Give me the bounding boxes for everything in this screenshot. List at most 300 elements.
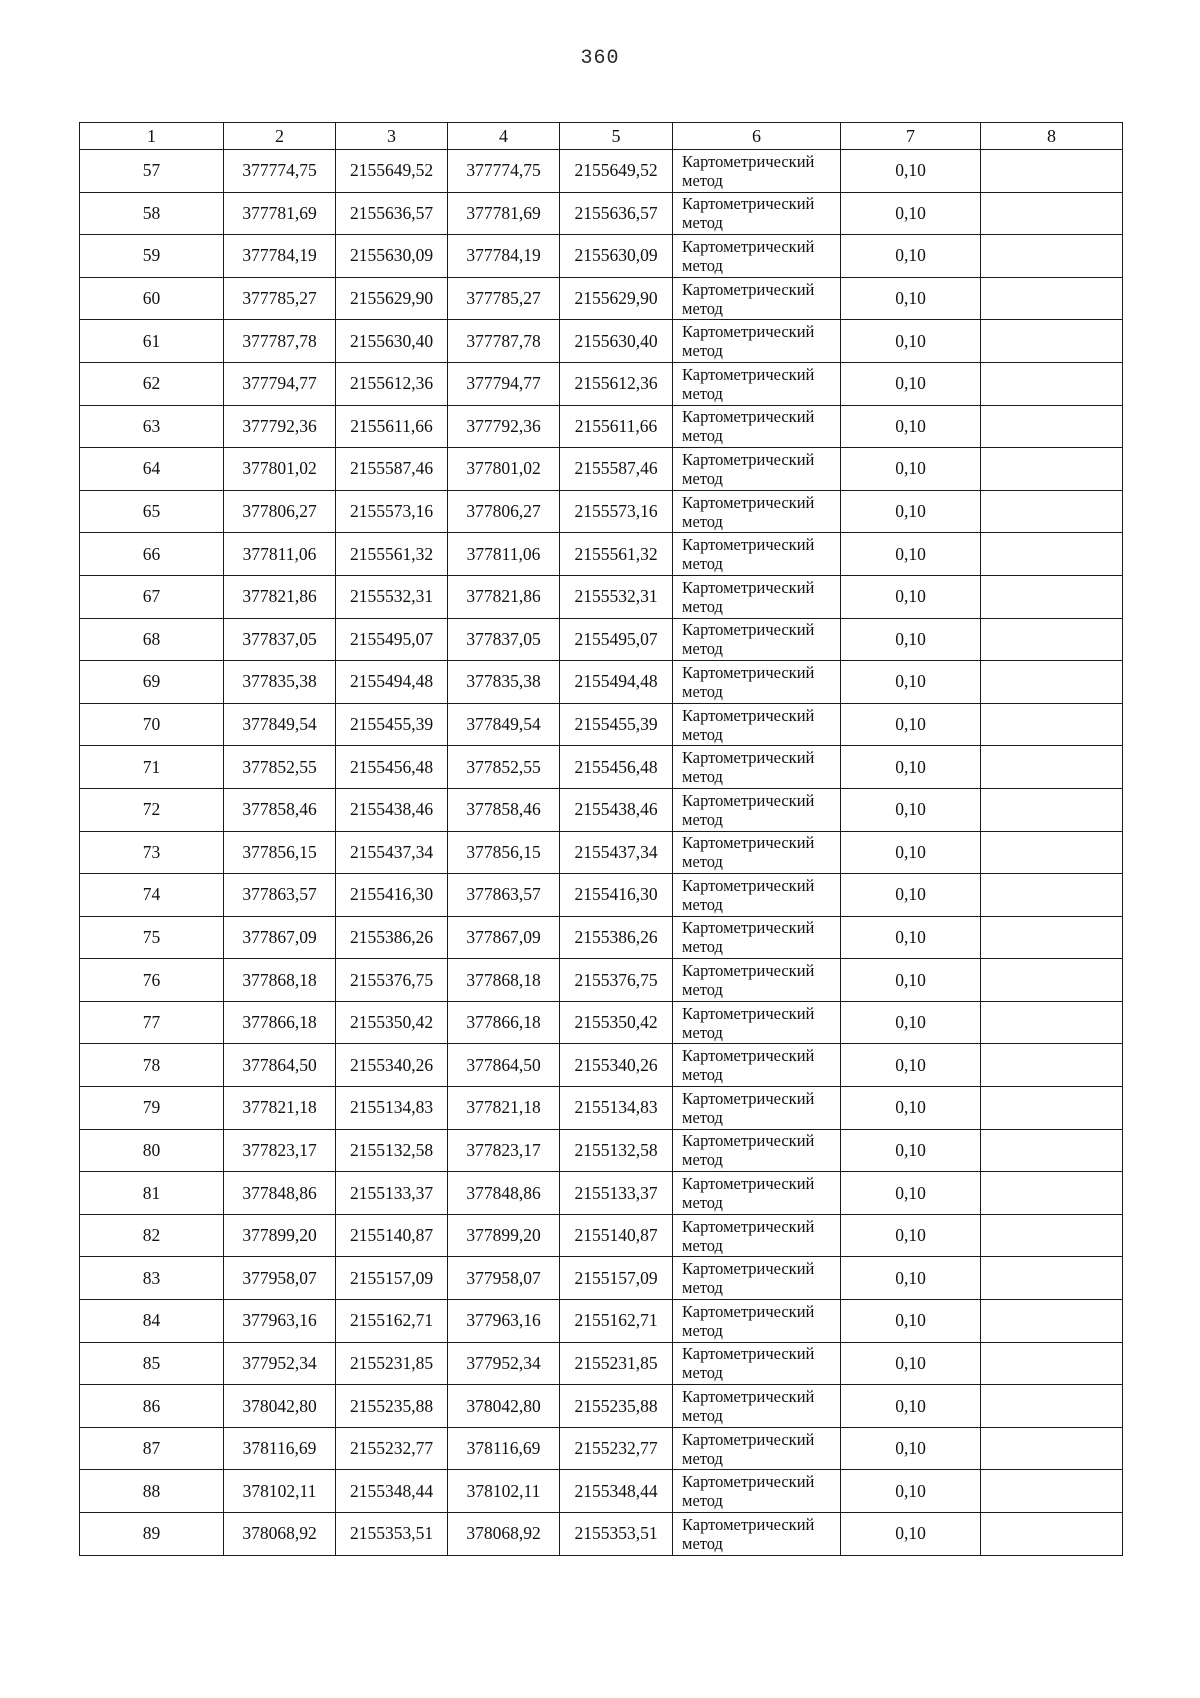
cell-col-4: 377863,57 (448, 874, 560, 917)
cell-col-1: 62 (80, 362, 224, 405)
cell-col-8 (981, 1172, 1123, 1215)
cell-col-6: Картометрический метод (673, 448, 841, 491)
cell-col-6: Картометрический метод (673, 1257, 841, 1300)
cell-col-2: 377852,55 (224, 746, 336, 789)
cell-col-7: 0,10 (841, 661, 981, 704)
cell-col-2: 377963,16 (224, 1300, 336, 1343)
cell-col-5: 2155561,32 (560, 533, 673, 576)
table-row (80, 874, 1123, 917)
cell-col-4: 377806,27 (448, 490, 560, 533)
cell-col-4: 377849,54 (448, 703, 560, 746)
cell-col-2: 377774,75 (224, 150, 336, 193)
table-row (80, 788, 1123, 831)
cell-col-2: 377867,09 (224, 916, 336, 959)
table-body (80, 150, 1123, 1556)
cell-col-2: 377823,17 (224, 1129, 336, 1172)
cell-col-8 (981, 959, 1123, 1002)
cell-col-6: Картометрический метод (673, 362, 841, 405)
cell-col-7: 0,10 (841, 405, 981, 448)
cell-col-1: 73 (80, 831, 224, 874)
cell-col-5: 2155416,30 (560, 874, 673, 917)
cell-col-1: 69 (80, 661, 224, 704)
cell-col-3: 2155561,32 (336, 533, 448, 576)
cell-col-2: 377794,77 (224, 362, 336, 405)
cell-col-6: Картометрический метод (673, 405, 841, 448)
cell-col-7: 0,10 (841, 575, 981, 618)
cell-col-8 (981, 192, 1123, 235)
cell-col-3: 2155455,39 (336, 703, 448, 746)
cell-col-1: 78 (80, 1044, 224, 1087)
cell-col-7: 0,10 (841, 1342, 981, 1385)
cell-col-3: 2155132,58 (336, 1129, 448, 1172)
cell-col-2: 377849,54 (224, 703, 336, 746)
cell-col-8 (981, 916, 1123, 959)
cell-col-1: 57 (80, 150, 224, 193)
table-row (80, 1342, 1123, 1385)
cell-col-5: 2155587,46 (560, 448, 673, 491)
table-row (80, 405, 1123, 448)
table-header (80, 123, 1123, 150)
cell-col-1: 58 (80, 192, 224, 235)
cell-col-8 (981, 703, 1123, 746)
cell-col-5: 2155157,09 (560, 1257, 673, 1300)
cell-col-5: 2155134,83 (560, 1087, 673, 1130)
cell-col-3: 2155235,88 (336, 1385, 448, 1428)
cell-col-2: 377811,06 (224, 533, 336, 576)
cell-col-4: 377835,38 (448, 661, 560, 704)
cell-col-1: 76 (80, 959, 224, 1002)
cell-col-3: 2155386,26 (336, 916, 448, 959)
cell-col-8 (981, 1087, 1123, 1130)
cell-col-4: 378068,92 (448, 1513, 560, 1556)
cell-col-4: 377837,05 (448, 618, 560, 661)
cell-col-6: Картометрический метод (673, 831, 841, 874)
cell-col-6: Картометрический метод (673, 874, 841, 917)
cell-col-3: 2155494,48 (336, 661, 448, 704)
cell-col-4: 377821,86 (448, 575, 560, 618)
cell-col-5: 2155495,07 (560, 618, 673, 661)
cell-col-8 (981, 1513, 1123, 1556)
cell-col-1: 77 (80, 1001, 224, 1044)
cell-col-4: 377963,16 (448, 1300, 560, 1343)
cell-col-6: Картометрический метод (673, 661, 841, 704)
cell-col-6: Картометрический метод (673, 788, 841, 831)
cell-col-1: 71 (80, 746, 224, 789)
cell-col-2: 377821,18 (224, 1087, 336, 1130)
cell-col-7: 0,10 (841, 362, 981, 405)
cell-col-2: 377858,46 (224, 788, 336, 831)
cell-col-3: 2155376,75 (336, 959, 448, 1002)
table-row (80, 916, 1123, 959)
cell-col-5: 2155235,88 (560, 1385, 673, 1428)
cell-col-1: 65 (80, 490, 224, 533)
cell-col-6: Картометрический метод (673, 1087, 841, 1130)
cell-col-3: 2155416,30 (336, 874, 448, 917)
cell-col-3: 2155456,48 (336, 746, 448, 789)
cell-col-7: 0,10 (841, 874, 981, 917)
cell-col-5: 2155231,85 (560, 1342, 673, 1385)
cell-col-2: 377787,78 (224, 320, 336, 363)
table-row (80, 1300, 1123, 1343)
cell-col-4: 378116,69 (448, 1427, 560, 1470)
cell-col-5: 2155629,90 (560, 277, 673, 320)
cell-col-6: Картометрический метод (673, 575, 841, 618)
cell-col-4: 377801,02 (448, 448, 560, 491)
cell-col-8 (981, 448, 1123, 491)
cell-col-4: 377821,18 (448, 1087, 560, 1130)
cell-col-2: 377821,86 (224, 575, 336, 618)
cell-col-7: 0,10 (841, 320, 981, 363)
cell-col-8 (981, 1385, 1123, 1428)
cell-col-8 (981, 277, 1123, 320)
table-row (80, 235, 1123, 278)
cell-col-3: 2155348,44 (336, 1470, 448, 1513)
cell-col-8 (981, 575, 1123, 618)
cell-col-8 (981, 1001, 1123, 1044)
cell-col-4: 377823,17 (448, 1129, 560, 1172)
cell-col-3: 2155532,31 (336, 575, 448, 618)
cell-col-1: 86 (80, 1385, 224, 1428)
header-col-3: 3 (336, 123, 448, 150)
table-row (80, 1172, 1123, 1215)
cell-col-5: 2155611,66 (560, 405, 673, 448)
header-col-6: 6 (673, 123, 841, 150)
header-col-2: 2 (224, 123, 336, 150)
table-row (80, 661, 1123, 704)
cell-col-7: 0,10 (841, 192, 981, 235)
cell-col-1: 79 (80, 1087, 224, 1130)
page-number: 360 (580, 47, 620, 70)
cell-col-3: 2155612,36 (336, 362, 448, 405)
cell-col-4: 377787,78 (448, 320, 560, 363)
table-row (80, 1427, 1123, 1470)
cell-col-4: 377899,20 (448, 1214, 560, 1257)
table-row (80, 1001, 1123, 1044)
cell-col-7: 0,10 (841, 618, 981, 661)
table-row (80, 746, 1123, 789)
cell-col-6: Картометрический метод (673, 533, 841, 576)
cell-col-5: 2155437,34 (560, 831, 673, 874)
cell-col-5: 2155494,48 (560, 661, 673, 704)
cell-col-7: 0,10 (841, 235, 981, 278)
cell-col-5: 2155456,48 (560, 746, 673, 789)
cell-col-1: 83 (80, 1257, 224, 1300)
cell-col-6: Картометрический метод (673, 490, 841, 533)
cell-col-8 (981, 1300, 1123, 1343)
cell-col-8 (981, 1214, 1123, 1257)
cell-col-1: 84 (80, 1300, 224, 1343)
cell-col-7: 0,10 (841, 1427, 981, 1470)
cell-col-5: 2155612,36 (560, 362, 673, 405)
cell-col-3: 2155231,85 (336, 1342, 448, 1385)
table-row (80, 1385, 1123, 1428)
cell-col-5: 2155340,26 (560, 1044, 673, 1087)
header-col-7: 7 (841, 123, 981, 150)
table-row (80, 1470, 1123, 1513)
cell-col-8 (981, 788, 1123, 831)
cell-col-6: Картометрический метод (673, 1300, 841, 1343)
cell-col-3: 2155587,46 (336, 448, 448, 491)
cell-col-5: 2155132,58 (560, 1129, 673, 1172)
cell-col-8 (981, 1044, 1123, 1087)
cell-col-1: 61 (80, 320, 224, 363)
cell-col-2: 377781,69 (224, 192, 336, 235)
cell-col-7: 0,10 (841, 1300, 981, 1343)
coordinates-table (79, 122, 1123, 1556)
cell-col-8 (981, 831, 1123, 874)
cell-col-3: 2155495,07 (336, 618, 448, 661)
table-row (80, 959, 1123, 1002)
cell-col-6: Картометрический метод (673, 235, 841, 278)
cell-col-5: 2155348,44 (560, 1470, 673, 1513)
cell-col-5: 2155376,75 (560, 959, 673, 1002)
cell-col-5: 2155649,52 (560, 150, 673, 193)
cell-col-1: 70 (80, 703, 224, 746)
cell-col-7: 0,10 (841, 1214, 981, 1257)
cell-col-8 (981, 150, 1123, 193)
cell-col-4: 377794,77 (448, 362, 560, 405)
cell-col-8 (981, 490, 1123, 533)
cell-col-4: 377852,55 (448, 746, 560, 789)
cell-col-3: 2155140,87 (336, 1214, 448, 1257)
cell-col-5: 2155133,37 (560, 1172, 673, 1215)
cell-col-4: 377792,36 (448, 405, 560, 448)
cell-col-3: 2155133,37 (336, 1172, 448, 1215)
cell-col-1: 80 (80, 1129, 224, 1172)
table-row (80, 490, 1123, 533)
cell-col-3: 2155350,42 (336, 1001, 448, 1044)
cell-col-8 (981, 235, 1123, 278)
cell-col-4: 377868,18 (448, 959, 560, 1002)
cell-col-3: 2155232,77 (336, 1427, 448, 1470)
cell-col-6: Картометрический метод (673, 746, 841, 789)
cell-col-6: Картометрический метод (673, 1001, 841, 1044)
cell-col-2: 377792,36 (224, 405, 336, 448)
cell-col-2: 378042,80 (224, 1385, 336, 1428)
cell-col-6: Картометрический метод (673, 1044, 841, 1087)
header-col-8: 8 (981, 123, 1123, 150)
cell-col-2: 377952,34 (224, 1342, 336, 1385)
cell-col-1: 67 (80, 575, 224, 618)
cell-col-7: 0,10 (841, 533, 981, 576)
cell-col-2: 377866,18 (224, 1001, 336, 1044)
cell-col-4: 377848,86 (448, 1172, 560, 1215)
cell-col-4: 377958,07 (448, 1257, 560, 1300)
cell-col-3: 2155340,26 (336, 1044, 448, 1087)
cell-col-8 (981, 405, 1123, 448)
cell-col-8 (981, 618, 1123, 661)
cell-col-4: 377858,46 (448, 788, 560, 831)
cell-col-5: 2155232,77 (560, 1427, 673, 1470)
cell-col-2: 377958,07 (224, 1257, 336, 1300)
cell-col-7: 0,10 (841, 1513, 981, 1556)
cell-col-2: 378116,69 (224, 1427, 336, 1470)
cell-col-7: 0,10 (841, 1087, 981, 1130)
cell-col-2: 378068,92 (224, 1513, 336, 1556)
cell-col-4: 377785,27 (448, 277, 560, 320)
cell-col-8 (981, 362, 1123, 405)
cell-col-3: 2155629,90 (336, 277, 448, 320)
cell-col-7: 0,10 (841, 1129, 981, 1172)
cell-col-7: 0,10 (841, 831, 981, 874)
cell-col-4: 377781,69 (448, 192, 560, 235)
table-row (80, 1129, 1123, 1172)
header-row (80, 123, 1123, 150)
table-row (80, 1257, 1123, 1300)
cell-col-1: 72 (80, 788, 224, 831)
cell-col-6: Картометрический метод (673, 703, 841, 746)
cell-col-6: Картометрический метод (673, 1172, 841, 1215)
cell-col-4: 377784,19 (448, 235, 560, 278)
cell-col-6: Картометрический метод (673, 1214, 841, 1257)
cell-col-1: 82 (80, 1214, 224, 1257)
cell-col-3: 2155353,51 (336, 1513, 448, 1556)
cell-col-6: Картометрический метод (673, 1129, 841, 1172)
table-row (80, 618, 1123, 661)
cell-col-5: 2155636,57 (560, 192, 673, 235)
cell-col-8 (981, 746, 1123, 789)
cell-col-4: 378042,80 (448, 1385, 560, 1428)
cell-col-6: Картометрический метод (673, 1513, 841, 1556)
cell-col-7: 0,10 (841, 448, 981, 491)
cell-col-3: 2155636,57 (336, 192, 448, 235)
cell-col-5: 2155630,09 (560, 235, 673, 278)
cell-col-1: 74 (80, 874, 224, 917)
cell-col-4: 377774,75 (448, 150, 560, 193)
table-row (80, 575, 1123, 618)
cell-col-6: Картометрический метод (673, 1385, 841, 1428)
cell-col-2: 378102,11 (224, 1470, 336, 1513)
cell-col-1: 66 (80, 533, 224, 576)
cell-col-2: 377806,27 (224, 490, 336, 533)
cell-col-6: Картометрический метод (673, 192, 841, 235)
cell-col-7: 0,10 (841, 1044, 981, 1087)
cell-col-1: 89 (80, 1513, 224, 1556)
cell-col-7: 0,10 (841, 1172, 981, 1215)
table-row (80, 1214, 1123, 1257)
table-row (80, 533, 1123, 576)
cell-col-5: 2155573,16 (560, 490, 673, 533)
cell-col-2: 377837,05 (224, 618, 336, 661)
cell-col-8 (981, 1129, 1123, 1172)
cell-col-5: 2155455,39 (560, 703, 673, 746)
table-row (80, 831, 1123, 874)
cell-col-3: 2155649,52 (336, 150, 448, 193)
cell-col-6: Картометрический метод (673, 320, 841, 363)
cell-col-2: 377864,50 (224, 1044, 336, 1087)
table-row (80, 1044, 1123, 1087)
cell-col-7: 0,10 (841, 959, 981, 1002)
cell-col-1: 85 (80, 1342, 224, 1385)
cell-col-8 (981, 533, 1123, 576)
cell-col-5: 2155353,51 (560, 1513, 673, 1556)
cell-col-7: 0,10 (841, 788, 981, 831)
table-row (80, 362, 1123, 405)
header-col-4: 4 (448, 123, 560, 150)
cell-col-2: 377801,02 (224, 448, 336, 491)
table-row (80, 277, 1123, 320)
cell-col-4: 377864,50 (448, 1044, 560, 1087)
cell-col-6: Картометрический метод (673, 277, 841, 320)
cell-col-4: 377811,06 (448, 533, 560, 576)
cell-col-7: 0,10 (841, 490, 981, 533)
cell-col-8 (981, 1470, 1123, 1513)
cell-col-5: 2155532,31 (560, 575, 673, 618)
table-row (80, 1087, 1123, 1130)
cell-col-7: 0,10 (841, 1385, 981, 1428)
cell-col-5: 2155350,42 (560, 1001, 673, 1044)
cell-col-6: Картометрический метод (673, 1470, 841, 1513)
header-col-1: 1 (80, 123, 224, 150)
cell-col-5: 2155162,71 (560, 1300, 673, 1343)
cell-col-1: 63 (80, 405, 224, 448)
cell-col-4: 377952,34 (448, 1342, 560, 1385)
cell-col-3: 2155157,09 (336, 1257, 448, 1300)
cell-col-3: 2155134,83 (336, 1087, 448, 1130)
cell-col-7: 0,10 (841, 1001, 981, 1044)
cell-col-1: 88 (80, 1470, 224, 1513)
cell-col-3: 2155611,66 (336, 405, 448, 448)
cell-col-8 (981, 874, 1123, 917)
cell-col-7: 0,10 (841, 703, 981, 746)
cell-col-7: 0,10 (841, 1470, 981, 1513)
cell-col-4: 377866,18 (448, 1001, 560, 1044)
cell-col-1: 59 (80, 235, 224, 278)
cell-col-8 (981, 661, 1123, 704)
cell-col-1: 75 (80, 916, 224, 959)
table-row (80, 192, 1123, 235)
cell-col-5: 2155630,40 (560, 320, 673, 363)
cell-col-2: 377784,19 (224, 235, 336, 278)
cell-col-2: 377856,15 (224, 831, 336, 874)
table-row (80, 1513, 1123, 1556)
cell-col-2: 377835,38 (224, 661, 336, 704)
cell-col-5: 2155438,46 (560, 788, 673, 831)
table-row (80, 150, 1123, 193)
cell-col-7: 0,10 (841, 916, 981, 959)
cell-col-5: 2155140,87 (560, 1214, 673, 1257)
cell-col-7: 0,10 (841, 277, 981, 320)
cell-col-3: 2155438,46 (336, 788, 448, 831)
cell-col-2: 377863,57 (224, 874, 336, 917)
cell-col-8 (981, 1427, 1123, 1470)
cell-col-3: 2155630,40 (336, 320, 448, 363)
cell-col-7: 0,10 (841, 746, 981, 789)
table-row (80, 448, 1123, 491)
cell-col-4: 378102,11 (448, 1470, 560, 1513)
cell-col-3: 2155437,34 (336, 831, 448, 874)
cell-col-2: 377785,27 (224, 277, 336, 320)
cell-col-6: Картометрический метод (673, 916, 841, 959)
cell-col-5: 2155386,26 (560, 916, 673, 959)
cell-col-1: 64 (80, 448, 224, 491)
cell-col-7: 0,10 (841, 150, 981, 193)
cell-col-4: 377856,15 (448, 831, 560, 874)
header-col-5: 5 (560, 123, 673, 150)
cell-col-2: 377899,20 (224, 1214, 336, 1257)
table-row (80, 703, 1123, 746)
table-row (80, 320, 1123, 363)
cell-col-8 (981, 320, 1123, 363)
cell-col-8 (981, 1257, 1123, 1300)
cell-col-6: Картометрический метод (673, 959, 841, 1002)
cell-col-4: 377867,09 (448, 916, 560, 959)
cell-col-1: 60 (80, 277, 224, 320)
cell-col-6: Картометрический метод (673, 618, 841, 661)
cell-col-8 (981, 1342, 1123, 1385)
cell-col-1: 68 (80, 618, 224, 661)
cell-col-3: 2155573,16 (336, 490, 448, 533)
